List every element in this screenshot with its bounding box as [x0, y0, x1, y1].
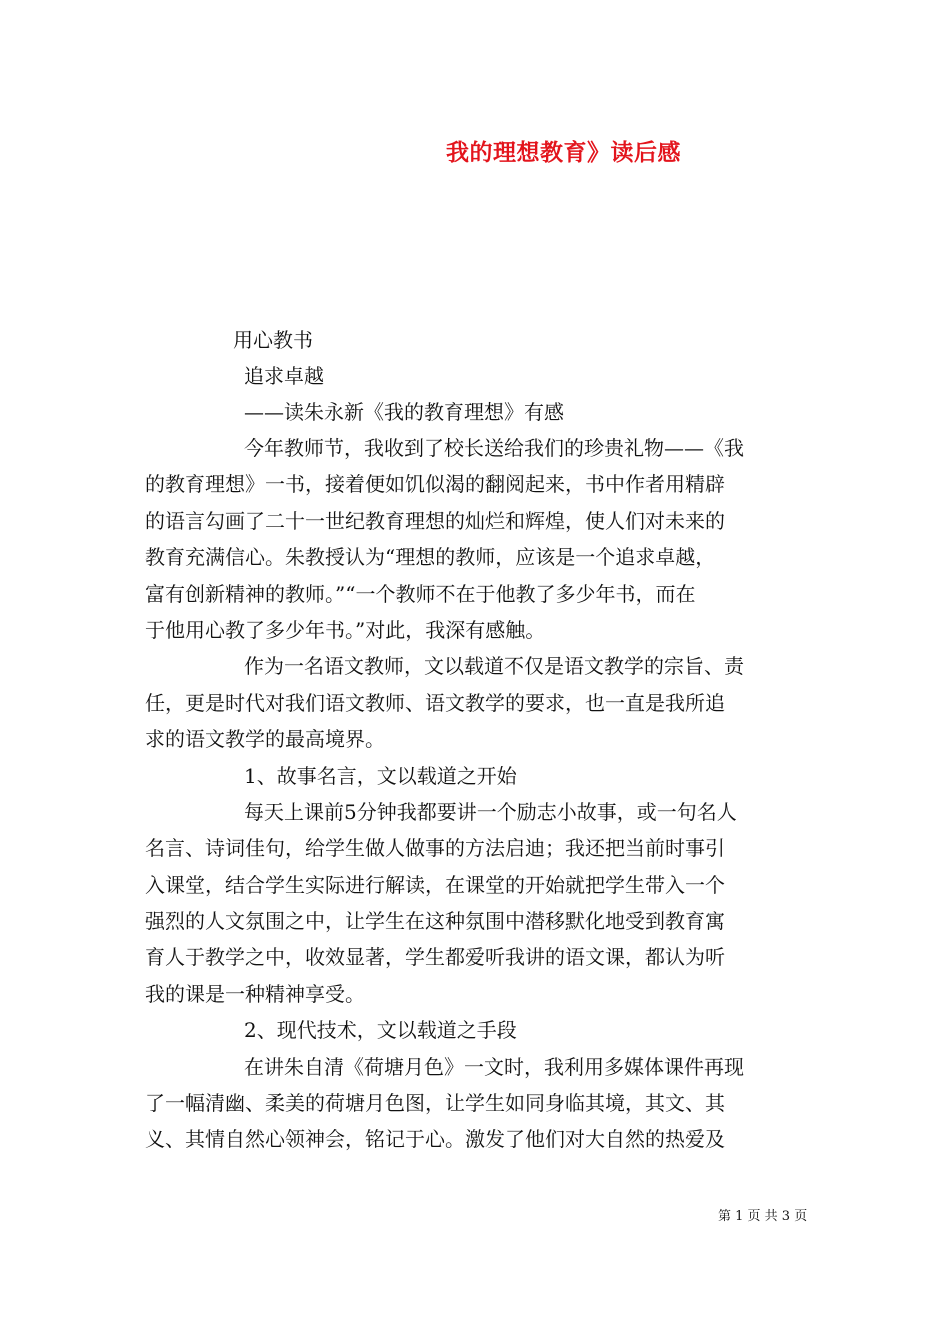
page-title: 我的理想教育》读后感 [446, 139, 681, 166]
paragraph-line: 求的语文教学的最高境界。 [145, 727, 385, 752]
paragraph-line: 义、其情自然心领神会，铭记于心。激发了他们对大自然的热爱及 [145, 1127, 725, 1152]
paragraph-line: 的语言勾画了二十一世纪教育理想的灿烂和辉煌，使人们对未来的 [145, 508, 725, 533]
paragraph-line: 强烈的人文氛围之中，让学生在这种氛围中潜移默化地受到教育寓 [145, 909, 725, 934]
paragraph-line: 育人于教学之中，收效显著，学生都爱听我讲的语文课，都认为听 [145, 945, 725, 970]
paragraph-line: 了一幅清幽、柔美的荷塘月色图，让学生如同身临其境，其文、其 [145, 1091, 725, 1116]
page-number: 第 1 页 共 3 页 [718, 1209, 808, 1224]
paragraph-line: 任，更是时代对我们语文教师、语文教学的要求，也一直是我所追 [145, 690, 725, 715]
paragraph-line: 我的课是一种精神享受。 [145, 981, 365, 1006]
heading-line-3: ——读朱永新《我的教育理想》有感 [244, 400, 564, 424]
paragraph-line: 的教育理想》一书，接着便如饥似渴的翻阅起来，书中作者用精辟 [145, 472, 725, 497]
paragraph-line: 今年教师节，我收到了校长送给我们的珍贵礼物——《我 [244, 436, 744, 460]
heading-line-1: 用心教书 [233, 328, 313, 352]
section-heading: 2、现代技术，文以载道之手段 [244, 1018, 517, 1043]
heading-line-2: 追求卓越 [244, 364, 324, 388]
paragraph-line: 于他用心教了多少年书。”对此，我深有感触。 [145, 617, 546, 642]
paragraph-line: 作为一名语文教师，文以载道不仅是语文教学的宗旨、责 [244, 654, 744, 679]
article-body [145, 430, 810, 1158]
section-heading: 1、故事名言，文以载道之开始 [244, 763, 517, 788]
paragraph-line: 入课堂，结合学生实际进行解读，在课堂的开始就把学生带入一个 [145, 872, 725, 897]
paragraph-line: 教育充满信心。朱教授认为“理想的教师，应该是一个追求卓越， [145, 545, 716, 570]
paragraph-line: 每天上课前5分钟我都要讲一个励志小故事，或一句名人 [244, 799, 737, 824]
paragraph-line: 在讲朱自清《荷塘月色》一文时，我利用多媒体课件再现 [244, 1054, 744, 1079]
paragraph-line: 名言、诗词佳句，给学生做人做事的方法启迪；我还把当前时事引 [145, 836, 725, 861]
paragraph-line: 富有创新精神的教师。”“一个教师不在于他教了多少年书，而在 [145, 581, 696, 606]
